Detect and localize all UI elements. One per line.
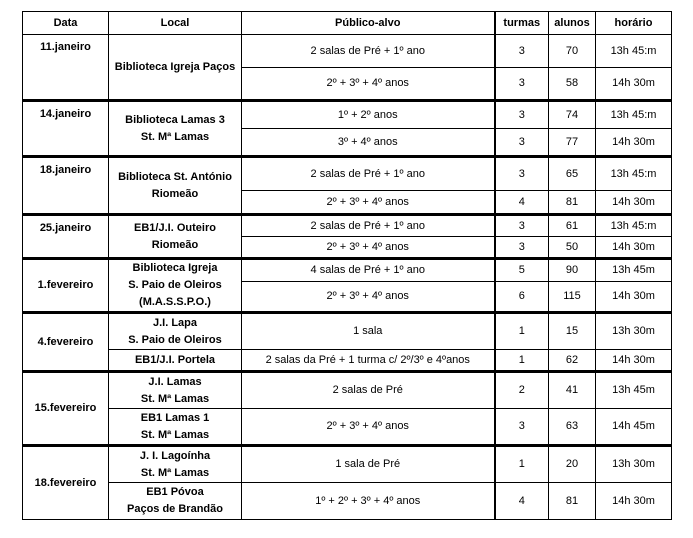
local-line: Biblioteca Igreja (132, 262, 218, 274)
horario-cell: 13h 45:m (596, 101, 672, 129)
turmas-cell: 3 (495, 409, 549, 446)
header-local: Local (109, 12, 242, 35)
local-cell (109, 215, 242, 259)
table-row (23, 372, 672, 409)
date-cell: 18.janeiro (23, 157, 109, 215)
publico-cell: 2º + 3º + 4º anos (242, 282, 495, 313)
alunos-cell: 65 (549, 157, 596, 191)
horario-cell: 13h 30m (596, 446, 672, 483)
alunos-cell: 50 (549, 237, 596, 259)
turmas-cell: 4 (495, 191, 549, 215)
local-line: Riomeão (151, 187, 199, 200)
turmas-cell: 6 (495, 282, 549, 313)
local-cell (109, 35, 242, 101)
alunos-cell: 77 (549, 129, 596, 157)
turmas-cell: 3 (495, 237, 549, 259)
alunos-cell: 81 (549, 191, 596, 215)
publico-cell: 2º + 3º + 4º anos (242, 68, 495, 101)
local-line: J. I. Lagoínha (139, 449, 211, 462)
turmas-cell: 1 (495, 446, 549, 483)
local-line: EB1/J.I. Portela (134, 353, 216, 366)
table-row (23, 215, 672, 237)
horario-cell: 14h 30m (596, 483, 672, 520)
alunos-cell: 63 (549, 409, 596, 446)
publico-cell: 2 salas da Pré + 1 turma c/ 2º/3º e 4ºanos (242, 350, 495, 372)
turmas-cell: 3 (495, 68, 549, 101)
local-cell (109, 350, 242, 372)
local-cell (109, 483, 242, 520)
table-row (23, 35, 672, 68)
horario-cell: 13h 45:m (596, 215, 672, 237)
publico-cell: 1 sala (242, 313, 495, 350)
date-cell: 15.fevereiro (23, 372, 109, 446)
local-line: J.I. Lapa (152, 316, 198, 329)
publico-cell: 2º + 3º + 4º anos (242, 409, 495, 446)
local-line: EB1 Lamas 1 (140, 411, 210, 424)
local-line: St. Mª Lamas (140, 466, 210, 479)
local-line: EB1/J.I. Outeiro (134, 221, 216, 234)
horario-cell: 14h 30m (596, 129, 672, 157)
table-row (23, 157, 672, 191)
table-row (23, 409, 672, 446)
publico-cell: 2 salas de Pré + 1º ano (242, 215, 495, 237)
header-publico: Público-alvo (242, 12, 495, 35)
local-line: Biblioteca St. António (118, 170, 232, 183)
publico-cell: 2º + 3º + 4º anos (242, 237, 495, 259)
header-row (23, 12, 672, 35)
local-cell (109, 372, 242, 409)
local-line: St. Mª Lamas (140, 392, 210, 405)
publico-cell: 2º + 3º + 4º anos (242, 191, 495, 215)
horario-cell: 14h 30m (596, 237, 672, 259)
header-alunos: alunos (549, 12, 596, 35)
alunos-cell: 61 (549, 215, 596, 237)
table-row (23, 259, 672, 282)
header-horario: horário (596, 12, 672, 35)
alunos-cell: 74 (549, 101, 596, 129)
publico-cell: 1º + 2º + 3º + 4º anos (242, 483, 495, 520)
turmas-cell: 3 (495, 35, 549, 68)
horario-cell: 14h 45m (596, 409, 672, 446)
local-line: St. Mª Lamas (140, 130, 210, 143)
local-cell (109, 409, 242, 446)
turmas-cell: 3 (495, 215, 549, 237)
local-line: Biblioteca Igreja Paços (114, 60, 236, 73)
local-line: Riomeão (151, 238, 199, 251)
turmas-cell: 2 (495, 372, 549, 409)
turmas-cell: 5 (495, 259, 549, 282)
publico-cell: 2 salas de Pré + 1º ano (242, 157, 495, 191)
local-line: Paços de Brandão (127, 503, 223, 515)
horario-cell: 14h 30m (596, 282, 672, 313)
publico-cell: 2 salas de Pré (242, 372, 495, 409)
local-line: (M.A.S.S.P.O.) (139, 296, 211, 308)
header-data: Data (23, 12, 109, 35)
date-cell: 1.fevereiro (23, 259, 109, 313)
date-cell: 4.fevereiro (23, 313, 109, 372)
table-row (23, 101, 672, 129)
alunos-cell: 62 (549, 350, 596, 372)
local-line: Biblioteca Lamas 3 (125, 113, 225, 126)
local-line: J.I. Lamas (148, 375, 202, 388)
local-cell (109, 446, 242, 483)
publico-cell: 3º + 4º anos (242, 129, 495, 157)
alunos-cell: 58 (549, 68, 596, 101)
local-cell (109, 313, 242, 350)
horario-cell: 14h 30m (596, 191, 672, 215)
local-line: S. Paio de Oleiros (128, 279, 222, 291)
publico-cell: 1º + 2º anos (242, 101, 495, 129)
date-cell: 14.janeiro (23, 101, 109, 157)
publico-cell: 1 sala de Pré (242, 446, 495, 483)
date-cell: 11.janeiro (23, 35, 109, 101)
local-line: S. Paio de Oleiros (128, 333, 222, 346)
local-cell (109, 101, 242, 157)
turmas-cell: 3 (495, 101, 549, 129)
horario-cell: 13h 45:m (596, 157, 672, 191)
horario-cell: 13h 30m (596, 313, 672, 350)
table-row (23, 483, 672, 520)
publico-cell: 4 salas de Pré + 1º ano (242, 259, 495, 282)
alunos-cell: 70 (549, 35, 596, 68)
horario-cell: 13h 45:m (596, 35, 672, 68)
publico-cell: 2 salas de Pré + 1º ano (242, 35, 495, 68)
alunos-cell: 90 (549, 259, 596, 282)
local-line: EB1 Póvoa (146, 486, 204, 498)
date-cell: 25.janeiro (23, 215, 109, 259)
turmas-cell: 1 (495, 350, 549, 372)
table-row (23, 350, 672, 372)
turmas-cell: 4 (495, 483, 549, 520)
alunos-cell: 41 (549, 372, 596, 409)
turmas-cell: 1 (495, 313, 549, 350)
local-line: St. Mª Lamas (140, 428, 210, 441)
local-cell (109, 157, 242, 215)
horario-cell: 14h 30m (596, 68, 672, 101)
schedule-table (22, 11, 672, 520)
header-turmas: turmas (495, 12, 549, 35)
table-row (23, 446, 672, 483)
date-cell: 18.fevereiro (23, 446, 109, 520)
horario-cell: 14h 30m (596, 350, 672, 372)
horario-cell: 13h 45m (596, 259, 672, 282)
turmas-cell: 3 (495, 157, 549, 191)
alunos-cell: 15 (549, 313, 596, 350)
turmas-cell: 3 (495, 129, 549, 157)
alunos-cell: 20 (549, 446, 596, 483)
alunos-cell: 115 (549, 282, 596, 313)
table-row (23, 313, 672, 350)
alunos-cell: 81 (549, 483, 596, 520)
horario-cell: 13h 45m (596, 372, 672, 409)
local-cell (109, 259, 242, 313)
